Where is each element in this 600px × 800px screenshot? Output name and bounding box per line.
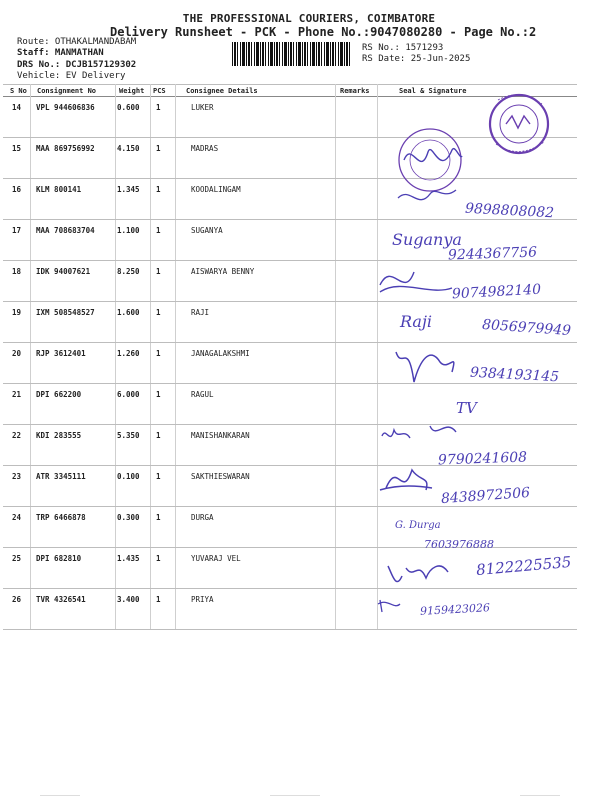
row-pcs: 1 bbox=[156, 349, 161, 358]
page-edge-mark bbox=[40, 795, 80, 796]
row-pcs: 1 bbox=[156, 390, 161, 399]
col-header-pcs: PCS bbox=[153, 87, 166, 95]
rs-date: RS Date: 25-Jun-2025 bbox=[362, 54, 471, 64]
handwritten-phone: 8122225535 bbox=[475, 552, 573, 580]
row-weight: 4.150 bbox=[117, 144, 140, 153]
row-pcs: 1 bbox=[156, 595, 161, 604]
row-weight: 1.345 bbox=[117, 185, 140, 194]
row-sno: 18 bbox=[12, 267, 22, 276]
table-row bbox=[3, 588, 577, 629]
handwritten-name: G. Durga bbox=[395, 520, 441, 531]
row-sno: 22 bbox=[12, 431, 22, 440]
row-sno: 15 bbox=[12, 144, 22, 153]
col-header-signature: Seal & Signature bbox=[399, 87, 467, 95]
row-sno: 24 bbox=[12, 513, 22, 522]
row-pcs: 1 bbox=[156, 308, 161, 317]
col-header-weight: Weight bbox=[119, 87, 145, 95]
row-consignment: TRP 6466878 bbox=[36, 513, 86, 522]
row-consignment: KLM 800141 bbox=[36, 185, 82, 194]
row-weight: 6.000 bbox=[117, 390, 140, 399]
row-consignee: AISWARYA BENNY bbox=[191, 267, 255, 276]
row-pcs: 1 bbox=[156, 103, 161, 112]
handwritten-phone: 8056979949 bbox=[481, 316, 572, 340]
row-sno: 21 bbox=[12, 390, 22, 399]
row-weight: 8.250 bbox=[117, 267, 140, 276]
vehicle-label: Vehicle: EV Delivery bbox=[17, 71, 126, 81]
row-consignment: KDI 283555 bbox=[36, 431, 82, 440]
row-consignee: YUVARAJ VEL bbox=[191, 554, 241, 563]
row-consignment: DPI 682810 bbox=[36, 554, 82, 563]
row-pcs: 1 bbox=[156, 431, 161, 440]
col-header-consignee: Consignee Details bbox=[186, 87, 258, 95]
row-pcs: 1 bbox=[156, 267, 161, 276]
company-title: THE PROFESSIONAL COURIERS, COIMBATORE bbox=[182, 12, 436, 25]
row-weight: 0.600 bbox=[117, 103, 140, 112]
handwritten-name: Raji bbox=[400, 312, 433, 331]
row-consignment: IXM 508548527 bbox=[36, 308, 95, 317]
row-sno: 20 bbox=[12, 349, 22, 358]
row-consignee: DURGA bbox=[191, 513, 214, 522]
row-consignee: MADRAS bbox=[191, 144, 219, 153]
barcode bbox=[232, 42, 352, 66]
col-header-remarks: Remarks bbox=[340, 87, 370, 95]
row-weight: 3.400 bbox=[117, 595, 140, 604]
row-sno: 26 bbox=[12, 595, 22, 604]
row-consignee: RAGUL bbox=[191, 390, 214, 399]
row-sno: 17 bbox=[12, 226, 22, 235]
row-weight: 0.300 bbox=[117, 513, 140, 522]
row-sno: 19 bbox=[12, 308, 22, 317]
table-row bbox=[3, 96, 577, 137]
handwritten-phone: 9384193145 bbox=[469, 364, 560, 386]
row-consignee: SAKTHIESWARAN bbox=[191, 472, 250, 481]
page-edge-mark bbox=[270, 795, 320, 796]
runsheet-title: Delivery Runsheet - PCK - Phone No.:9047080280 - Page No.:2 bbox=[110, 25, 537, 39]
row-consignment: DPI 662200 bbox=[36, 390, 82, 399]
row-weight: 1.600 bbox=[117, 308, 140, 317]
handwritten-phone: 9244367756 bbox=[447, 244, 538, 264]
row-sno: 25 bbox=[12, 554, 22, 563]
row-consignment: RJP 3612401 bbox=[36, 349, 86, 358]
handwritten-name: Suganya bbox=[392, 230, 462, 249]
row-consignment: ATR 3345111 bbox=[36, 472, 86, 481]
row-consignee: LUKER bbox=[191, 103, 214, 112]
row-pcs: 1 bbox=[156, 144, 161, 153]
row-consignee: RAJI bbox=[191, 308, 210, 317]
col-header-consignment: Consignment No bbox=[37, 87, 97, 95]
row-consignment: MAA 708683704 bbox=[36, 226, 95, 235]
row-consignee: KOODALINGAM bbox=[191, 185, 241, 194]
handwritten-phone: 9159423026 bbox=[419, 601, 491, 618]
drs-number: DRS No.: DCJB157129302 bbox=[17, 60, 137, 70]
row-weight: 1.260 bbox=[117, 349, 140, 358]
row-sno: 14 bbox=[12, 103, 22, 112]
row-consignment: MAA 869756992 bbox=[36, 144, 95, 153]
handwritten-phone: 7603976888 bbox=[424, 538, 494, 551]
row-pcs: 1 bbox=[156, 554, 161, 563]
table-row bbox=[3, 383, 577, 424]
row-consignee: MANISHANKARAN bbox=[191, 431, 250, 440]
row-consignee: JANAGALAKSHMI bbox=[191, 349, 250, 358]
handwritten-phone: 9074982140 bbox=[451, 281, 542, 303]
staff-label: Staff: MANMATHAN bbox=[17, 48, 104, 58]
row-sno: 16 bbox=[12, 185, 22, 194]
table-row bbox=[3, 137, 577, 178]
row-pcs: 1 bbox=[156, 472, 161, 481]
handwritten-phone: 9898808082 bbox=[464, 200, 555, 222]
table-top-rule bbox=[3, 84, 577, 85]
row-consignment: IDK 94007621 bbox=[36, 267, 91, 276]
col-header-sno: S No bbox=[10, 87, 27, 95]
row-rule bbox=[3, 629, 577, 630]
row-pcs: 1 bbox=[156, 185, 161, 194]
row-pcs: 1 bbox=[156, 513, 161, 522]
page-edge-mark bbox=[520, 795, 560, 796]
route-label: Route: OTHAKALMANDABAM bbox=[17, 37, 137, 47]
handwritten-phone: 8438972506 bbox=[440, 484, 531, 508]
handwritten-mark: TV bbox=[456, 399, 477, 417]
row-weight: 0.100 bbox=[117, 472, 140, 481]
row-consignee: SUGANYA bbox=[191, 226, 223, 235]
row-weight: 1.100 bbox=[117, 226, 140, 235]
handwritten-phone: 9790241608 bbox=[437, 449, 528, 469]
row-consignee: PRIYA bbox=[191, 595, 214, 604]
row-consignment: TVR 4326541 bbox=[36, 595, 86, 604]
row-pcs: 1 bbox=[156, 226, 161, 235]
row-weight: 1.435 bbox=[117, 554, 140, 563]
row-sno: 23 bbox=[12, 472, 22, 481]
rs-number: RS No.: 1571293 bbox=[362, 43, 444, 53]
row-consignment: VPL 944606836 bbox=[36, 103, 95, 112]
row-weight: 5.350 bbox=[117, 431, 140, 440]
